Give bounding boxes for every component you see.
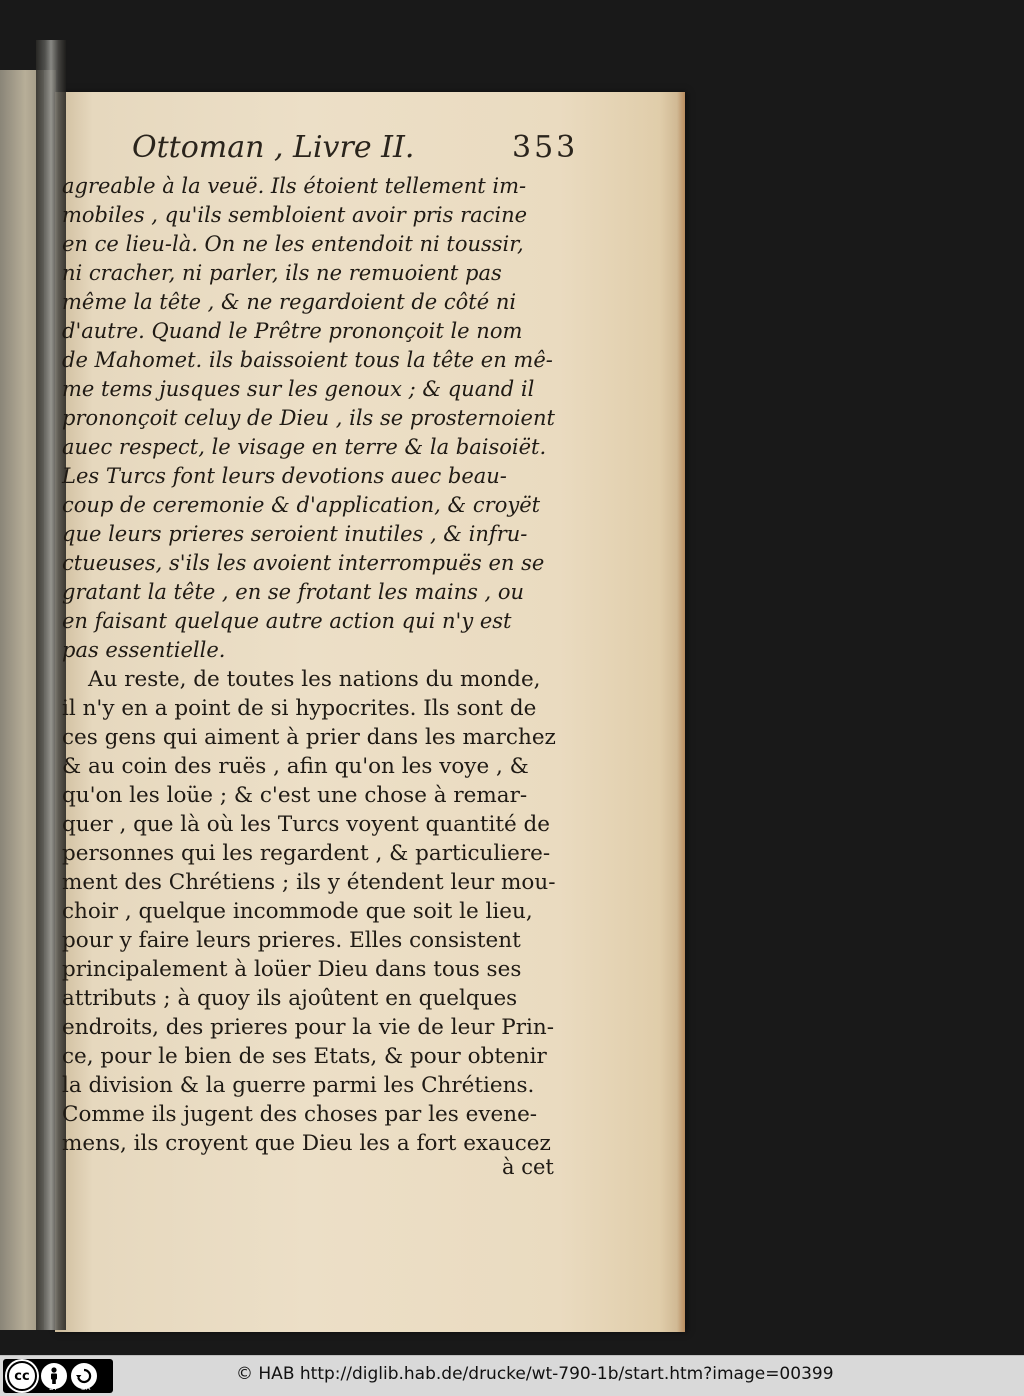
text-line: pas essentielle. bbox=[62, 638, 226, 662]
text-line: ce, pour le bien de ses Etats, & pour obtenir bbox=[62, 1044, 547, 1069]
text-line: agreable à la veuë. Ils étoient tellement im- bbox=[62, 174, 527, 198]
text-line: choir , quelque incommode que soit le lieu, bbox=[62, 899, 533, 924]
cc-license-badge[interactable] bbox=[3, 1359, 113, 1393]
running-head-title: Ottoman , Livre II. bbox=[132, 130, 415, 165]
text-line: auec respect, le visage en terre & la baisoiët. bbox=[62, 435, 547, 459]
page-text bbox=[62, 172, 562, 1158]
text-line: principalement à loüer Dieu dans tous ses bbox=[62, 957, 522, 982]
text-line: Au reste, de toutes les nations du monde, bbox=[88, 667, 541, 692]
text-line: ces gens qui aiment à prier dans les marchez bbox=[62, 725, 556, 750]
running-head bbox=[132, 130, 579, 165]
text-line: Comme ils jugent des choses par les evene- bbox=[62, 1102, 538, 1127]
text-line: d'autre. Quand le Prêtre prononçoit le nom bbox=[62, 319, 523, 343]
text-line: il n'y en a point de si hypocrites. Ils sont de bbox=[62, 696, 537, 721]
roman-paragraph bbox=[62, 665, 562, 1158]
text-line: pour y faire leurs prieres. Elles consistent bbox=[62, 928, 521, 953]
text-line: ni cracher, ni parler, ils ne remuoient pas bbox=[62, 261, 502, 285]
text-line: me tems jusques sur les genoux ; & quand il bbox=[62, 377, 535, 401]
credit-link[interactable]: © HAB http://diglib.hab.de/drucke/wt-790-1b/start.htm?image=00399 bbox=[236, 1364, 834, 1384]
text-line: que leurs prieres seroient inutiles , & infru- bbox=[62, 522, 528, 546]
italic-paragraph bbox=[62, 172, 562, 665]
text-line: endroits, des prieres pour la vie de leur Prin- bbox=[62, 1015, 555, 1040]
sa-label: SA bbox=[81, 1384, 91, 1392]
text-line: coup de ceremonie & d'application, & croyët bbox=[62, 493, 541, 517]
footer-bar bbox=[0, 1355, 1024, 1396]
cc-icon: cc bbox=[7, 1361, 37, 1391]
text-line: même la tête , & ne regardoient de côté ni bbox=[62, 290, 517, 314]
text-line: de Mahomet. ils baissoient tous la tête en mê- bbox=[62, 348, 553, 372]
text-line: ctueuses, s'ils les avoient interrompuës en se bbox=[62, 551, 545, 575]
text-line: mobiles , qu'ils sembloient avoir pris racine bbox=[62, 203, 528, 227]
text-line: gratant la tête , en se frotant les mains , ou bbox=[62, 580, 525, 604]
text-line: quer , que là où les Turcs voyent quantité de bbox=[62, 812, 551, 837]
text-line: mens, ils croyent que Dieu les a fort exaucez bbox=[62, 1131, 551, 1156]
text-line: en faisant quelque autre action qui n'y est bbox=[62, 609, 512, 633]
text-line: attributs ; à quoy ils ajoûtent en quelques bbox=[62, 986, 518, 1011]
page-number: 353 bbox=[512, 130, 579, 165]
by-label: BY bbox=[49, 1384, 58, 1392]
text-line: prononçoit celuy de Dieu , ils se prosternoient bbox=[62, 406, 555, 430]
text-line: ment des Chrétiens ; ils y étendent leur mou- bbox=[62, 870, 556, 895]
text-line: en ce lieu-là. On ne les entendoit ni toussir, bbox=[62, 232, 524, 256]
text-line: qu'on les loüe ; & c'est une chose à remar- bbox=[62, 783, 528, 808]
text-line: Les Turcs font leurs devotions auec beau- bbox=[62, 464, 507, 488]
text-line: la division & la guerre parmi les Chrétiens. bbox=[62, 1073, 535, 1098]
catchword: à cet bbox=[502, 1155, 554, 1179]
text-line: personnes qui les regardent , & particuliere- bbox=[62, 841, 551, 866]
text-line: & au coin des ruës , afin qu'on les voye , & bbox=[62, 754, 529, 779]
